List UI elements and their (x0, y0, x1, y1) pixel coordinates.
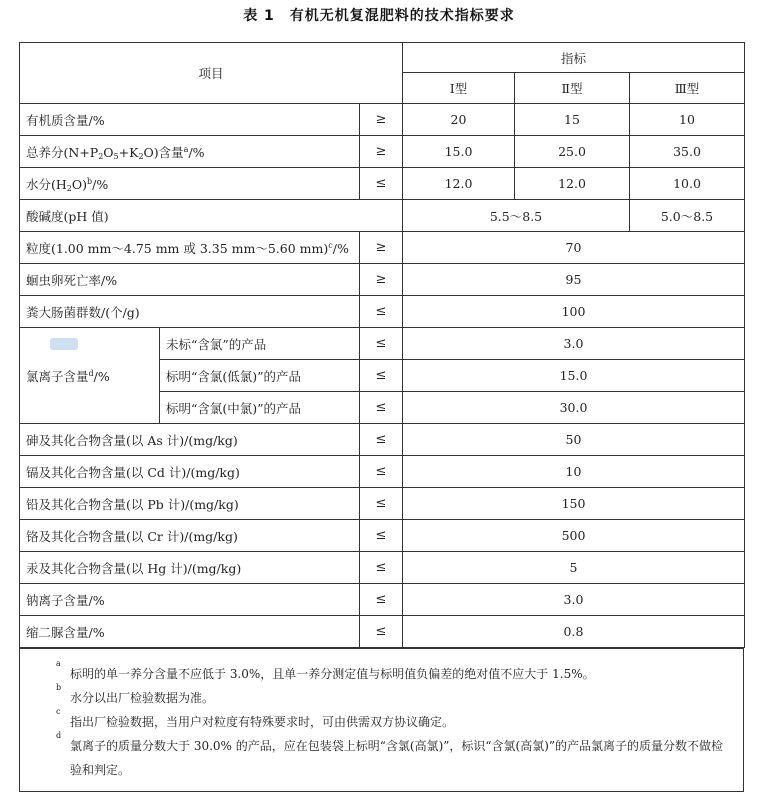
operator: ≥ (360, 136, 403, 168)
row-label: 镉及其化合物含量(以 Cd 计)/(mg/kg) (20, 456, 360, 488)
value-type-2: 12.0 (515, 168, 630, 200)
operator: ≤ (360, 456, 403, 488)
operator: ≥ (360, 104, 403, 136)
value-all-types: 3.0 (403, 584, 745, 616)
row-label: 蛔虫卵死亡率/% (20, 264, 360, 296)
footnote-mark: a (56, 659, 61, 668)
operator: ≤ (360, 616, 403, 648)
table-row (20, 104, 745, 136)
footnote-mark: c (56, 707, 61, 716)
operator: ≤ (360, 552, 403, 584)
header-type-1: Ⅰ型 (403, 73, 515, 104)
watermark-logo (50, 338, 78, 350)
table-row (20, 424, 745, 456)
row-label: 钠离子含量/% (20, 584, 360, 616)
table-row (20, 264, 745, 296)
table-row (20, 552, 745, 584)
row-label: 缩二脲含量/% (20, 616, 360, 648)
value-type-3: 5.0～8.5 (630, 200, 745, 232)
value-all-types: 5 (403, 552, 745, 584)
value-all-types: 50 (403, 424, 745, 456)
spec-table (19, 42, 745, 648)
row-label: 氯离子含量$^d$/% (20, 328, 160, 424)
sub-row-label: 标明“含氯(低氯)”的产品 (160, 360, 360, 392)
operator: ≥ (360, 232, 403, 264)
value-type-2: 25.0 (515, 136, 630, 168)
row-label: 粒度(1.00 mm～4.75 mm 或 3.35 mm～5.60 mm)$^c$/% (20, 232, 360, 264)
table-row (20, 328, 745, 360)
sub-row-label: 未标“含氯”的产品 (160, 328, 360, 360)
value-all-types: 15.0 (403, 360, 745, 392)
value-all-types: 100 (403, 296, 745, 328)
operator: ≤ (360, 424, 403, 456)
table-row (20, 168, 745, 200)
header-type-3: Ⅲ型 (630, 73, 745, 104)
operator: ≤ (360, 392, 403, 424)
operator: ≤ (360, 328, 403, 360)
footnote-text: 标明的单一养分含量不应低于 3.0%，且单一养分测定值与标明值负偏差的绝对值不应大于 1.5%。 (70, 667, 595, 681)
value-all-types: 10 (403, 456, 745, 488)
value-type-2: 15 (515, 104, 630, 136)
row-label: 砷及其化合物含量(以 As 计)/(mg/kg) (20, 424, 360, 456)
row-label: 水分$(H_2O)^b/\%$ (20, 168, 360, 200)
table-row (20, 136, 745, 168)
value-all-types: 30.0 (403, 392, 745, 424)
table-row (20, 520, 745, 552)
value-all-types: 70 (403, 232, 745, 264)
header-row-1 (20, 43, 745, 73)
footnote-mark: d (56, 731, 62, 740)
row-label: 总养分$(N+P_2O_5+K_2O)$含量$^a$/% (20, 136, 360, 168)
operator: ≤ (360, 488, 403, 520)
header-index: 指标 (403, 43, 745, 73)
operator: ≤ (360, 296, 403, 328)
footnote-mark: b (56, 683, 62, 692)
row-label: 汞及其化合物含量(以 Hg 计)/(mg/kg) (20, 552, 360, 584)
footnote-text: 氯离子的质量分数大于 30.0% 的产品，应在包装袋上标明“含氯(高氯)”，标识“含氯(高氯)”的产品氯离子的质量分数不做检验和判定。 (70, 739, 724, 777)
row-label: 有机质含量/% (20, 104, 360, 136)
operator: ≤ (360, 584, 403, 616)
footnote-text: 水分以出厂检验数据为准。 (70, 691, 215, 705)
value-type-1: 20 (403, 104, 515, 136)
operator: ≤ (360, 168, 403, 200)
value-type-1: 15.0 (403, 136, 515, 168)
operator: ≤ (360, 360, 403, 392)
value-type-3: 10.0 (630, 168, 745, 200)
table-row (20, 232, 745, 264)
table-row (20, 296, 745, 328)
row-label: 酸碱度(pH 值) (20, 200, 403, 232)
value-all-types: 500 (403, 520, 745, 552)
value-all-types: 0.8 (403, 616, 745, 648)
value-all-types: 150 (403, 488, 745, 520)
value-type-3: 10 (630, 104, 745, 136)
row-label: 铬及其化合物含量(以 Cr 计)/(mg/kg) (20, 520, 360, 552)
operator: ≤ (360, 520, 403, 552)
table-title: 表 1 有机无机复混肥料的技术指标要求 (243, 8, 515, 24)
value-all-types: 3.0 (403, 328, 745, 360)
table-row (20, 456, 745, 488)
header-type-2: Ⅱ型 (515, 73, 630, 104)
value-type-1-2: 5.5～8.5 (403, 200, 630, 232)
table-row (20, 584, 745, 616)
row-label: 粪大肠菌群数/(个/g) (20, 296, 360, 328)
sub-row-label: 标明“含氯(中氯)”的产品 (160, 392, 360, 424)
operator: ≥ (360, 264, 403, 296)
footnote-text: 指出厂检验数据，当用户对粒度有特殊要求时，可由供需双方协议确定。 (70, 715, 455, 729)
value-type-3: 35.0 (630, 136, 745, 168)
value-all-types: 95 (403, 264, 745, 296)
header-item: 项目 (20, 43, 403, 104)
value-type-1: 12.0 (403, 168, 515, 200)
table-row (20, 488, 745, 520)
table-row (20, 200, 745, 232)
footnotes-box (19, 648, 744, 792)
row-label: 铅及其化合物含量(以 Pb 计)/(mg/kg) (20, 488, 360, 520)
table-row (20, 616, 745, 648)
